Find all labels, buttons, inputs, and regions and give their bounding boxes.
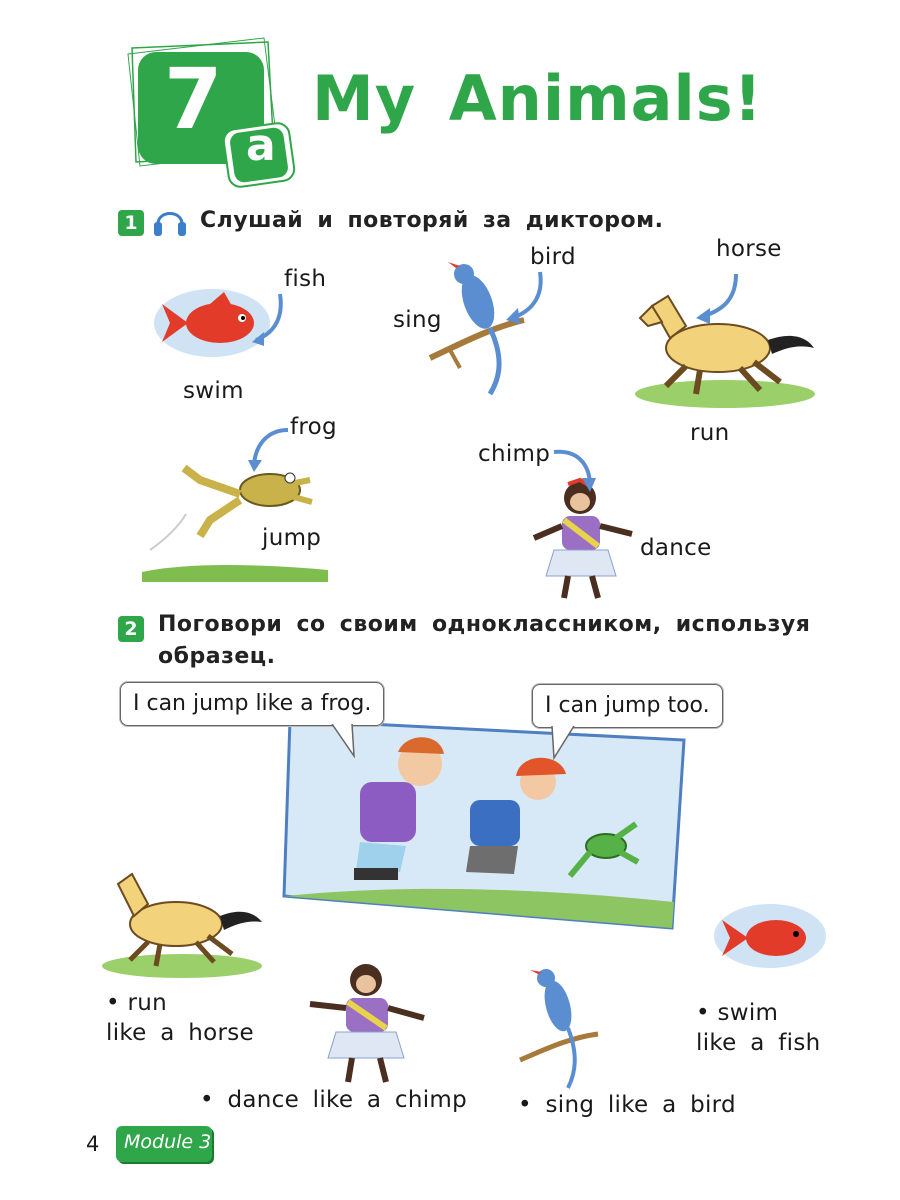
label-fish: fish (284, 266, 327, 292)
phrase-dance: • dance like a chimp (200, 1087, 468, 1113)
exercise-1-number: 1 (118, 210, 144, 236)
phrase-run-line2: like a horse (106, 1020, 254, 1046)
unit-badge (118, 34, 308, 194)
exercise-2-instruction-line2: образец. (158, 644, 276, 669)
speech-bubble-right-tail (548, 726, 578, 764)
frog-illustration (140, 440, 330, 594)
exercise-2-instruction-line1: Поговори со своим одноклассником, используя (158, 612, 811, 637)
phrase-run-line1: • run (106, 990, 167, 1016)
unit-letter: a (246, 120, 276, 171)
label-dance: dance (640, 535, 712, 561)
arrow-frog (244, 424, 294, 478)
module-label: Module 3 (124, 1131, 212, 1153)
small-horse-illustration (96, 862, 266, 986)
label-horse: horse (716, 236, 782, 262)
label-jump: jump (262, 525, 322, 551)
arrow-bird (500, 268, 550, 332)
small-bird-illustration (514, 962, 604, 1096)
page-title: My Animals! (312, 62, 763, 135)
phrase-sing: • sing like a bird (518, 1092, 736, 1118)
unit-number: 7 (164, 50, 223, 148)
label-sing: sing (393, 307, 442, 333)
label-chimp: chimp (478, 441, 551, 467)
small-fish-illustration (710, 896, 830, 982)
phrase-swim-line2: like a fish (696, 1030, 821, 1056)
label-bird: bird (530, 244, 576, 270)
exercise-1-instruction: Слушай и повторяй за диктором. (200, 208, 664, 233)
exercise-2-number: 2 (118, 616, 144, 642)
module-badge (116, 1126, 212, 1162)
page-number: 4 (86, 1132, 100, 1156)
headphones-icon (150, 200, 190, 244)
arrow-fish (250, 290, 290, 354)
label-run: run (690, 420, 730, 446)
phrase-swim-line1: • swim (696, 1000, 779, 1026)
small-chimp-illustration (300, 958, 430, 1092)
arrow-horse (692, 270, 742, 334)
speech-bubble-right: I can jump too. (532, 684, 723, 728)
label-swim: swim (183, 378, 244, 404)
speech-bubble-left-tail (330, 724, 360, 762)
speech-bubble-left: I can jump like a frog. (120, 682, 384, 726)
label-frog: frog (290, 414, 337, 440)
arrow-chimp (550, 446, 600, 500)
